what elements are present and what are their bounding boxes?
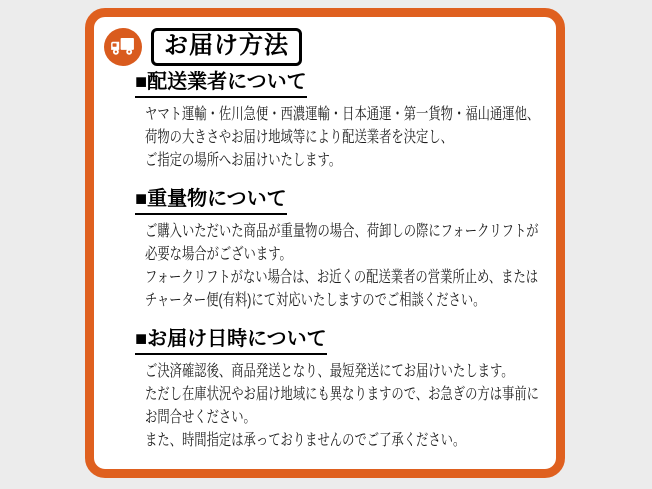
text-line: お問合せください。	[145, 409, 256, 426]
section-heading-heavy-items	[135, 187, 540, 215]
text-line: 荷物の大きさやお届け地域等により配送業者を決定し、	[145, 129, 454, 146]
text-line: ただし在庫状況やお届け地域にも異なりますので、お急ぎの方は事前に	[145, 386, 539, 403]
section-delivery-carriers	[135, 70, 540, 172]
section-delivery-schedule	[135, 327, 540, 452]
text-line: フォークリフトがない場合は、お近くの配送業者の営業所止め、または	[145, 269, 539, 286]
text-line: ご決済確認後、商品発送となり、最短発送にてお届けいたします。	[145, 363, 514, 380]
panel-header	[104, 28, 556, 66]
delivery-info-panel	[85, 8, 565, 478]
text-line: また、時間指定は承っておりませんのでご了承ください。	[145, 432, 466, 449]
text-line: ご購入いただいた商品が重量物の場合、荷卸しの際にフォークリフトが	[145, 223, 539, 240]
text-line: チャーター便(有料)にて対応いたしますのでご相談ください。	[145, 292, 486, 309]
page-title: お届け方法	[151, 28, 302, 66]
text-line: 必要な場合がございます。	[145, 246, 292, 263]
panel-content	[135, 70, 540, 452]
section-heading-text: ■配送業者について	[135, 70, 307, 98]
section-body-heavy-items	[145, 220, 540, 312]
text-line: ご指定の場所へお届けいたします。	[145, 152, 342, 169]
section-body-schedule	[145, 360, 540, 452]
section-heading-text: ■お届け日時について	[135, 327, 327, 355]
truck-icon	[104, 28, 142, 66]
section-heading-text: ■重量物について	[135, 187, 287, 215]
section-heading-schedule	[135, 327, 540, 355]
section-body-carriers	[145, 103, 540, 172]
section-heavy-items	[135, 187, 540, 312]
section-heading-carriers	[135, 70, 540, 98]
text-line: ヤマト運輸・佐川急便・西濃運輸・日本通運・第一貨物・福山通運他、	[145, 106, 540, 123]
